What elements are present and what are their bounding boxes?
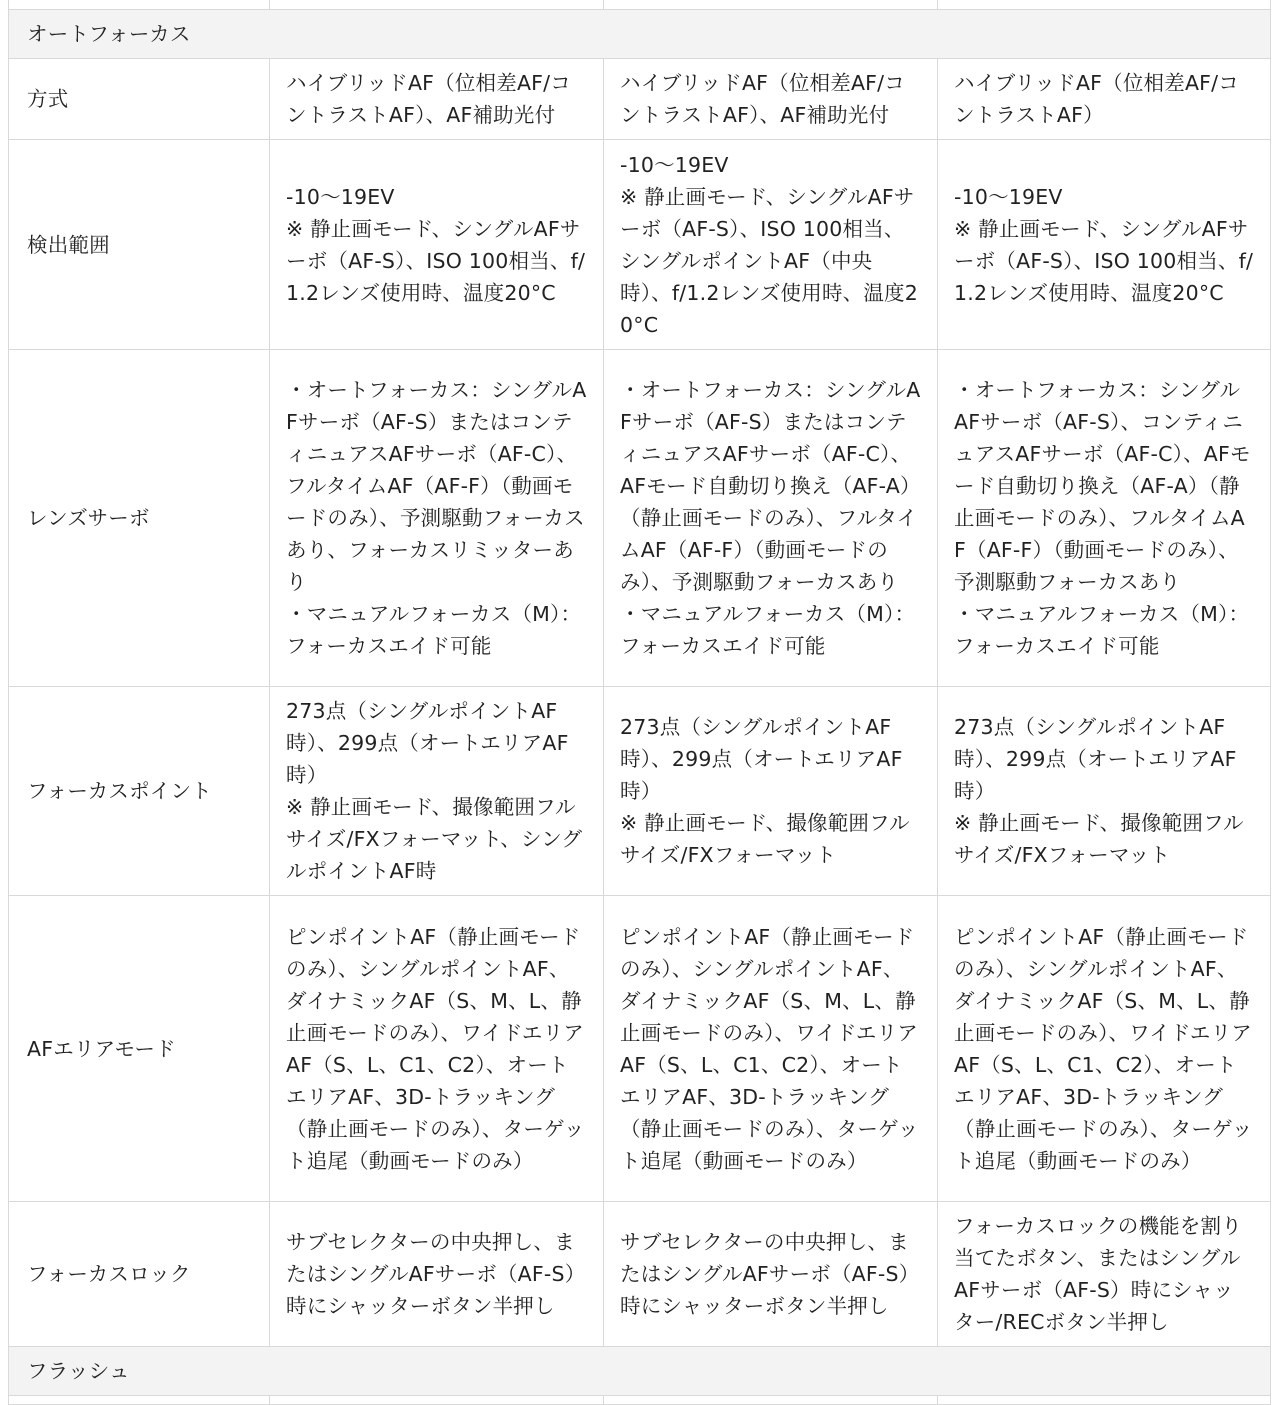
table-cell	[270, 687, 604, 896]
cell-text: -10〜19EV ※ 静止画モード、シングルAFサーボ（AF-S）、ISO 100相当、シングルポイントAF（中央時）、f/1.2レンズ使用時、温度20°C	[620, 152, 918, 337]
cell-text: ・オートフォーカス：シングルAFサーボ（AF-S）またはコンティニュアスAFサーボ（AF-C）、フルタイムAF（AF-F）（動画モードのみ）、予測駆動フォーカスあり、フォーカスリミッターあり ・マニュアルフォーカス（M）：フォーカスエイド可能	[286, 378, 587, 658]
table-cell	[270, 350, 604, 687]
cell-text: ・オートフォーカス：シングルAFサーボ（AF-S）、コンティニュアスAFサーボ（AF-C）、AFモード自動切り換え（AF-A）（静止画モードのみ）、フルタイムAF（AF-F）（動画モードのみ）、予測駆動フォーカスあり ・マニュアルフォーカス（M）：フォーカスエイド可能	[954, 378, 1251, 658]
row-label: AFエリアモード	[9, 896, 270, 1202]
section-header-row	[9, 1347, 1271, 1396]
table-row	[9, 140, 1271, 350]
table-cell	[938, 896, 1271, 1202]
table-row	[9, 896, 1271, 1202]
row-label: 検出範囲	[9, 140, 270, 350]
cell-text: ピンポイントAF（静止画モードのみ）、シングルポイントAF、ダイナミックAF（S、M、L、静止画モードのみ）、ワイドエリアAF（S、L、C1、C2）、オートエリアAF、3D-トラッキング（静止画モードのみ）、ターゲット追尾（動画モードのみ）	[954, 924, 1253, 1173]
cell-text: ・オートフォーカス：シングルAFサーボ（AF-S）またはコンティニュアスAFサーボ（AF-C）、AFモード自動切り換え（AF-A）（静止画モードのみ）、フルタイムAF（AF-F）（動画モードのみ）、予測駆動フォーカスあり ・マニュアルフォーカス（M）：フォーカスエイド可能	[620, 378, 921, 658]
table-row-partial-top	[9, 0, 1271, 10]
table-cell	[604, 350, 938, 687]
spec-table	[8, 0, 1271, 1405]
cell-text: ハイブリッドAF（位相差AF/コントラストAF）、AF補助光付	[620, 71, 905, 127]
section-title: オートフォーカス	[9, 10, 1271, 59]
table-row	[9, 1202, 1271, 1347]
row-label: フォーカスポイント	[9, 687, 270, 896]
table-cell	[604, 1202, 938, 1347]
cell-text: ハイブリッドAF（位相差AF/コントラストAF）	[954, 71, 1239, 127]
table-cell	[270, 140, 604, 350]
table-row	[9, 59, 1271, 140]
table-cell	[938, 140, 1271, 350]
table-cell	[938, 1202, 1271, 1347]
table-cell	[270, 896, 604, 1202]
table-cell	[270, 59, 604, 140]
row-label: レンズサーボ	[9, 350, 270, 687]
table-cell	[938, 59, 1271, 140]
table-row	[9, 350, 1271, 687]
cell-text: -10〜19EV ※ 静止画モード、シングルAFサーボ（AF-S）、ISO 100相当、f/1.2レンズ使用時、温度20°C	[286, 184, 586, 305]
table-cell	[604, 59, 938, 140]
cell-text: ハイブリッドAF（位相差AF/コントラストAF）、AF補助光付	[286, 71, 571, 127]
cell-text: 273点（シングルポイントAF時）、299点（オートエリアAF時） ※ 静止画モード、撮像範囲フルサイズ/FXフォーマット	[620, 715, 910, 867]
cell-text: 273点（シングルポイントAF時）、299点（オートエリアAF時） ※ 静止画モード、撮像範囲フルサイズ/FXフォーマット	[954, 715, 1244, 867]
section-header-row	[9, 10, 1271, 59]
section-title: フラッシュ	[9, 1347, 1271, 1396]
cell-text: フォーカスロックの機能を割り当てたボタン、またはシングルAFサーボ（AF-S）時にシャッター/RECボタン半押し	[954, 1214, 1242, 1334]
cell-text: ピンポイントAF（静止画モードのみ）、シングルポイントAF、ダイナミックAF（S、M、L、静止画モードのみ）、ワイドエリアAF（S、L、C1、C2）、オートエリアAF、3D-トラッキング（静止画モードのみ）、ターゲット追尾（動画モードのみ）	[286, 924, 585, 1173]
cell-text: サブセレクターの中央押し、またはシングルAFサーボ（AF-S）時にシャッターボタン半押し	[620, 1230, 920, 1318]
cell-text: ピンポイントAF（静止画モードのみ）、シングルポイントAF、ダイナミックAF（S、M、L、静止画モードのみ）、ワイドエリアAF（S、L、C1、C2）、オートエリアAF、3D-トラッキング（静止画モードのみ）、ターゲット追尾（動画モードのみ）	[620, 924, 919, 1173]
table-cell	[270, 1202, 604, 1347]
table-cell	[604, 140, 938, 350]
table-cell	[938, 350, 1271, 687]
row-label: 方式	[9, 59, 270, 140]
table-cell	[604, 687, 938, 896]
table-cell	[938, 687, 1271, 896]
cell-text: -10〜19EV ※ 静止画モード、シングルAFサーボ（AF-S）、ISO 100相当、f/1.2レンズ使用時、温度20°C	[954, 184, 1254, 305]
cell-text: サブセレクターの中央押し、またはシングルAFサーボ（AF-S）時にシャッターボタン半押し	[286, 1230, 586, 1318]
row-label: フォーカスロック	[9, 1202, 270, 1347]
table-row-partial-bottom	[9, 1396, 1271, 1405]
cell-text: 273点（シングルポイントAF時）、299点（オートエリアAF時） ※ 静止画モード、撮像範囲フルサイズ/FXフォーマット、シングルポイントAF時	[286, 699, 583, 883]
table-row	[9, 687, 1271, 896]
table-cell	[604, 896, 938, 1202]
